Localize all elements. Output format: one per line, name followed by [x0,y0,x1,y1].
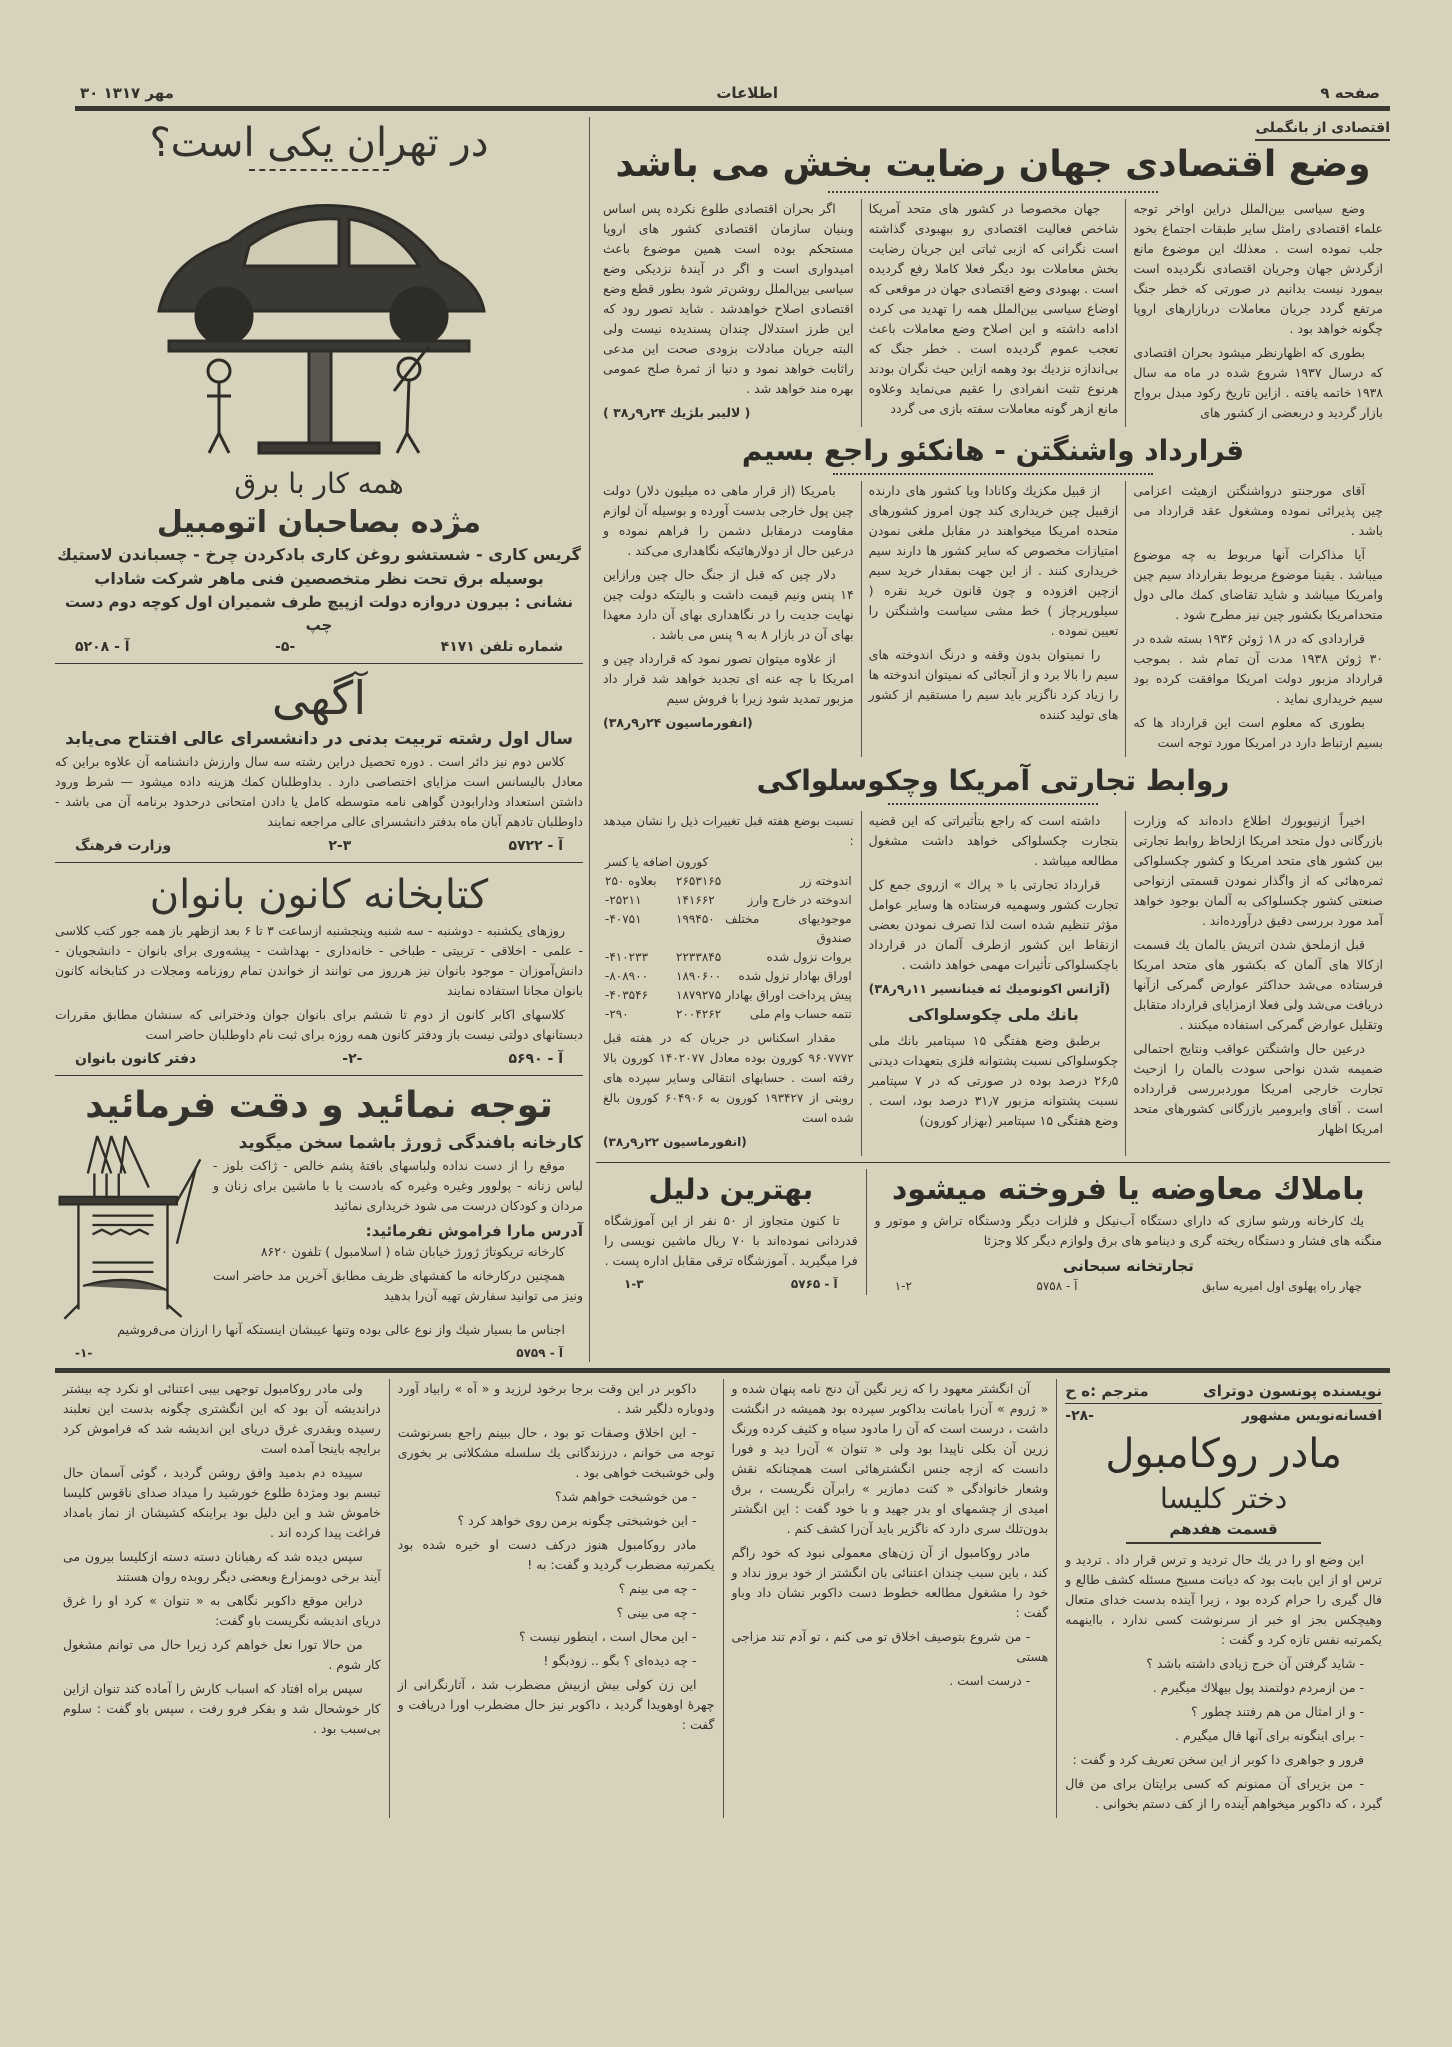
economy-col-3 [596,199,861,427]
cell: ۲۶۵۳۱۶۵ [676,874,722,888]
table-row [603,948,854,967]
knit-footer [55,1344,583,1362]
car-ad-num: -۵- [275,639,296,655]
serial-story [55,1379,1390,1818]
cell: اندوخته در خارج وارز [747,893,852,907]
paragraph: سپس دیده شد که رهبانان دسته دسته ازکلیسا بیرون می آیند برخی دوبمزارع وبعضی دیگر روبده روان هستند [63,1549,381,1584]
serial-col-3 [723,1379,1057,1818]
us-czech-trade-article [596,757,1390,1156]
property-title: باملاك معاوضه یا فروخته میشود [891,1172,1365,1207]
paragraph: را نمیتوان بدون وقفه و درنگ اندوخته های سیم را بالا برد و از آنجائی که نمیتوان اندوخته ها را زیاد کرد ناگزیر باید سیم را مستقیم از کشور های تولید کننده [868,647,1119,722]
washington-source: (انفورماسیون ۲۴ر۹ر۳۸) [603,715,753,730]
paragraph: آقای مورجنتو درواشنگتن ازهیئت اعزامی چین پذیرائی نموده ومشغول عقد قرارداد می باشد . [1133,483,1383,538]
cell: اندوخته زر [800,874,852,888]
property-text: یك کارخانه ورشو سازی که دارای دستگاه آب‌نیکل و فلزات دیگر ودستگاه تراش و موتور و منگنه های فشار و دستگاه ریخته گری و دینامو های برق ولوازم دیگر کلا وجزئا [874,1213,1382,1248]
czech-headline: روابط تجارتی آمریکا وچکوسلواکی [756,764,1230,797]
paragraph: سپیده دم بدمید وافق روشن گردید ، گوئی آسمان حال تبسم بود ومژدهٔ طلوع خورشید را میداد صدای ناقوس کلیسا خاموش شد و این دلیل بود براینکه کشیشان از نماز بامداد فراغت پیدا کرده اند . [63,1465,381,1540]
paragraph: درعین حال واشنگتن عواقب ونتایج احتمالی ضمیمه شدن نواحی سودت بالمان را ازحیث تجارت خارجی امریکا موردبررسی قرارداده است . آقای وایرومیر بازرگانی کشورهای متحد امریکا اظهار [1133,1041,1383,1136]
cell: -۴۰۳۵۴۶ [605,988,649,1002]
school-text: تا کنون متجاوز از ۵۰ نفر از این آموزشگاه قدردانی نموده‌اند با ۷۰ ریال ماشین نویسی را فرا میگیرید . آموزشگاه ترقی مقابل اداره پست . [604,1213,858,1268]
ads-column [55,117,589,1362]
cell: تتمه حساب وام ملی [749,1007,852,1021]
paragraph: مادر روکامبول هنوز درکف دست او خیره شده بود یکمرتبه مضطرب گردید و گفت: به ! [397,1537,715,1572]
economy-article [596,117,1390,427]
car-on-lift-illustration [139,171,499,461]
car-ad-line2: مژده بصاحبان اتومبیل [156,505,482,540]
notice-num: ۲-۳ [328,838,352,854]
paragraph: بطوری که اظهارنظر میشود بحران اقتصادی که درسال ۱۹۳۷ شروع شده در ماه مه سال ۱۹۳۸ خاتمه یافته . ازاین تاریخ رکود مبدل برواج بازار گردید و دربعضی از کشور های [1133,345,1383,420]
paragraph: قبل ازملحق شدن اتریش بالمان یك قسمت ازکالا های آلمان که بکشور های متحد امریکا فرستاده می‌شد حداکثر عوارض گمرکی ازآنها دریافت می‌شد ولی فعلا ازمزایای قرارداد متقابل وتقلیل عوارض گمرکی استفاده میکنند . [1133,937,1383,1032]
paragraph: مادر روکامبول از آن زن‌های معمولی نبود که خود راگم کند ، باین سبب چندان اعتنائی بان انگشتر از خود بروز نداد و خود را مشغول مطالعه خطوط دست داکوبر نشان داد وباو گفت : [731,1545,1049,1620]
notice-signer: وزارت فرهنگ [75,838,172,854]
serial-col-4 [1056,1379,1390,1818]
divider [55,1075,583,1076]
paragraph: داکوبر در این وقت برجا برخود لرزید و « آه » رابیاد آورد ودوباره دلگیر شد . [397,1381,715,1416]
masthead [55,84,1390,102]
headline-ornament [888,803,1098,805]
paragraph: از علاوه میتوان تصور نمود که قرارداد چین و امریکا با چه عنه ای تجدید خواهد شد قرار داد مزبور تمدید شود زیرا با فروش سیم [603,651,854,706]
divider [55,862,583,863]
masthead-rule [75,106,1390,111]
paragraph: دراین موقع داکوبر نگاهی به « تنوان » کرد او را غرق دریای اندیشه نگریست باو گفت: [63,1593,381,1628]
cell: اوراق بهادار نزول شده [738,969,852,983]
cell: ۲۰۰۴۲۶۲ [676,1007,722,1021]
table-header: کورون [676,855,709,869]
notice-footer [55,836,583,856]
knit-last-text: اجناس ما بسیار شیك واز نوع عالی بوده وتنها عیبشان اینستکه آنها را ارزان می‌فروشیم [117,1322,565,1337]
cell: -۴۰۷۵۱ [605,912,642,926]
newspaper-name: اطلاعات [716,84,778,102]
notice-subtitle: سال اول رشته تربیت بدنی در دانشسرای عالی افتتاح می‌یابد [65,729,573,749]
cell: ۲۲۳۳۸۴۵ [676,950,722,964]
paragraph: ولی مادر روکامبول توجهی بیبی اعتنائی او نکرد چه بیشتر دراندیشه آن بود که این انگشتری چگونه بدست این نعلبند رسیده وبقدری غرق دریای این اندیشه شد که فراموش کرد برایچه باینجا آمده است [63,1381,381,1456]
washington-col-3 [596,481,861,757]
washington-headline: قرارداد واشنگتن - هانکئو راجع بسیم [741,434,1245,467]
cell: -۴۱۰۲۳۳ [605,950,649,964]
section-kicker: اقتصادی از بانگملی [1255,120,1390,141]
paragraph: برطبق وضع هفتگی ۱۵ سپتامبر بانك ملی چکوسلواکی نسبت پشتوانه فلزی بتعهدات دیدنی ۲۶٫۵ درصد بوده در صورتی که در ۷ سپتامبر نسبت پشتوانه مزبور ۳۱٫۷ درصد بود، است . وضع هفتگی ۱۵ سپتامبر (بهزار کورون) [868,1033,1119,1128]
table-intro: نسبت بوضع هفته قبل تغییرات ذیل را نشان میدهد : [603,814,854,848]
paragraph: من حالا تورا نعل خواهم کرد زیرا حال می توانم مشغول کار شوم . [63,1637,381,1672]
serial-author: نویسنده پونسون دوترای [1202,1382,1382,1400]
czech-col-2 [861,811,1126,1156]
table-row [603,967,854,986]
cell: بروات نزول شده [766,950,852,964]
property-exchange-ad [866,1169,1390,1295]
section-rule [55,1368,1390,1373]
serial-translator: مترجم :ه ح [1065,1382,1149,1400]
serial-col-2 [389,1379,723,1818]
knitting-factory-ad [55,1082,583,1362]
divider [55,663,583,664]
school-num: ۱-۳ [624,1277,644,1291]
upper-section [55,117,1390,1362]
serial-col-4-text [1065,1550,1382,1814]
paragraph: دلار چین که قبل از جنگ حال چین ورازاین ۱۴ پنس ونیم قیمت داشت و بالیتکه دولت چین نهایت جدیت را در نگاهداری بهای آن دارد معهذا بهای آن در بازار ۸ به ۹ پنس می باشد . [603,567,854,642]
paragraph: - شاید گرفتن آن خرج زیادی داشته باشد ؟ [1146,1656,1364,1671]
czech-bank-subhead: بانك ملی چکوسلواکی [908,1005,1079,1024]
paragraph: - چه می بینم ؟ [618,1581,697,1596]
paragraph: سپس براه افتاد که اسباب کارش را آماده کند تنوان ازاین کار خوشحال شد و بفکر فرو رفت ، سپس باو گفت : سلوم بی‌سبب بود . [63,1681,381,1736]
paragraph: قرارداد تجارتی با « پراك » ازروی جمع کل تجارت کشور وسهمیه فرستاده ها وسایر عوامل مؤثر تنظیم شده است لذا تصرف نمودن بعضی ازنقاط این کشور ازطرف آلمان در قرارداد باچکسلواکی تأثیرات مهمی خواهد داشت . [868,877,1119,972]
table-header [723,853,854,872]
library-body [55,921,583,1045]
library-signer: دفتر کانون بانوان [75,1051,197,1067]
czech-col-1 [1125,811,1390,1156]
serial-author-title: افسانه‌نویس مشهور [1241,1408,1382,1424]
washington-hankow-article [596,427,1390,757]
paragraph: آن انگشتر معهود را که زیر نگین آن دنج نامه پنهان شده و « ژروم » آن‌را بامانت بداکوبر سپرده بود همیشه در انگشت داشت ، درست است که آن را مادود سیاه و کثیف کرده ورنگ زرین آن بکلی ناپیدا بود ولی « تنوان » آن‌را دید و فورا دانست که ازچه جنس انگشترهائی است همچنانکه نقش وشعار خانوادگی « کنت دمازیر » رابرآن نگریست ، برق امیدی از چشمهای او بدر جهید و با خود گفت : این انگشتر بدون‌تلك سری دارد که ناگزیر باید آن‌را کشف کنم . [731,1381,1049,1536]
school-title: بهترین دلیل [648,1173,814,1206]
school-body [604,1211,858,1271]
paragraph: - چه دیده‌ای ؟ بگو .. زودبگو ! [543,1653,697,1668]
table-row [603,1005,854,1024]
economy-headline: وضع اقتصادی جهان رضایت بخش می باشد [615,144,1371,185]
paragraph: - چه می بینی ؟ [616,1605,697,1620]
property-num: ۱-۲ [894,1279,912,1293]
library-text-1: روزهای یکشنبه - دوشنبه - سه شنبه وپنجشنبه ازساعت ۳ تا ۶ بعد ازظهر باز همه جور کتب کلاسی - علمی - اخلاقی - تربیتی - طباخی - خانه‌داری - بهداشت - پیشه‌وری برای بانوان - دانشجویان - دانش‌آموزان - موجود بانوان نیز هرروز می توانند از خواندن تمام روزنامه ومجلات در کتابخانه کانون بانوان مجانا استفاده نمایند [55,923,583,998]
serial-title: مادر روکامبول [1105,1431,1342,1477]
ads-row [596,1162,1390,1295]
property-footer [875,1277,1382,1295]
headline-ornament [833,473,1153,475]
cell: ۱۸۷۹۲۷۵ [676,988,722,1002]
table-row [603,986,854,1005]
pe-college-notice-ad [55,670,583,869]
car-ad-services: گریس کاری - شستشو روغن کاری بادکردن چرخ - چسباندن لاستیك [57,545,581,564]
paragraph: اخیراً ازنیویورك اطلاع داده‌اند که وزارت بازرگانی دول متحد امریکا ازلحاظ روابط تجارتی بین کشور های متحد امریکا و کشور چکسلواکی ثمره‌هائی که از واگذار نمودن قسمتی ازنواحی صنعتی کشور چکسلواکی به آلمان بوجود خواهد آمد مورد بررسی دقیق درآورده‌اند . [1133,813,1383,928]
paragraph: قراردادی که در ۱۸ ژوئن ۱۹۳۶ بسته شده در ۳۰ ژوئن ۱۹۳۸ مدت آن تمام شد . بموجب قرارداد مزبور دولت امریکا موافقت کرده بود سیم خریداری نماید . [1133,631,1384,706]
library-title: کتابخانه کانون بانوان [149,872,489,918]
washington-col-1 [1125,481,1390,757]
paragraph: - من خوشبخت خواهم شد؟ [554,1489,697,1504]
news-area [589,117,1390,1362]
serial-subtitle: دختر کلیسا [1160,1482,1288,1515]
property-signer: تجارتخانه سبحانی [1062,1257,1194,1275]
paragraph: - من ازمردم دولتمند پول بیهلاك میگیرم . [1152,1680,1364,1695]
knit-extra: همچنین درکارخانه ما کفشهای ظریف مطابق آخرین مد حاضر است ونیز می توانید سفارش تهیه آن‌را بدهید [213,1268,583,1303]
school-footer [604,1275,858,1293]
divider [1126,1542,1321,1544]
car-ad-line1: همه کار با برق [234,467,404,500]
paragraph: وضع سیاسی بین‌الملل دراین اواخر توجه علماء اقتصادی رامثل سایر طبقات اجتماع بخود جلب نموده است . معذلك این موضوع مانع ازگردش جهان وجریان اقتصادی نگردیده است بیمورد نیست بدانیم در صورتی که خطر جنگ مرتفع گردد جریان معاملات دربازارهای اروپا چگونه خواهد بود . [1133,201,1383,336]
paragraph: فرور و جواهری دا کوبر از این سخن تعریف کرد و گفت : [1072,1752,1364,1767]
paragraph: این زن کولی بیش ازبیش مضطرب شد ، آثارنگرانی از چهرهٔ اوهویدا گردید ، داکوبر نیز حال مضطرب اورا دریافت و گفت : [397,1677,715,1732]
car-ad-code: آ - ۵۲۰۸ [75,639,130,655]
czech-col-3 [596,811,861,1156]
paragraph: این وضع او را در یك حال تردید و ترس قرار داد . تردید و ترس او از این بابت بود که دیانت مسیح مسئله کشف طالع و فال گیری را حرام کرده بود ، زیرا آینده بدست خدای متعال وهیچکس بجز او خبر از سرنوشت کسی ندارد ، بااینهمه یکمرتبه نفس تازه کرد و گفت : [1065,1552,1382,1647]
knit-lead: کارخانه بافندگی ژورژ باشما سخن میگوید [238,1133,583,1153]
knitting-machine-illustration [55,1130,205,1320]
car-ad-footer [55,637,583,657]
cell: پیش پرداخت اوراق بهادار [725,988,852,1002]
economy-col-2 [861,199,1126,427]
economy-source: ( لالیبر بلژیك ۲۴ر۹ر۳۸ ) [603,405,751,420]
washington-col-2 [861,481,1126,757]
cell: ۱۹۹۴۵۰ [676,912,715,926]
paragraph: آیا مذاکرات آنها مربوط به چه موضوع میباشد . یقینا موضوع مربوط بقرارداد سیم چین وامریکا میباشد و شاید تقاضای کمك مالی دول متحدامریکا بکشور چین نیز مطرح شود . [1133,547,1383,622]
page-number: صفحه ۹ [1320,84,1380,102]
notice-title: آگهی [271,671,367,725]
paragraph: - من شروع بتوصیف اخلاق تو می کنم ، تو آدم تند مزاجی هستی [731,1629,1049,1664]
knit-num: -۱- [75,1346,93,1360]
knit-last-line [55,1320,583,1340]
knit-address-lead: آدرس مارا فراموش نفرمائید: [365,1222,583,1240]
property-code: آ - ۵۷۵۸ [1036,1279,1078,1293]
paragraph: بطوری که معلوم است این قرارداد ها که بسیم ارتباط دارد در امریکا مورد توجه است [1133,715,1383,750]
library-text-2: کلاسهای اکابر کانون از دوم تا ششم برای بانوان جوان ودخترانی که سنشان مطابق مقررات دبستانهای دولتی نیست باز ودفتر کانون همه روزه برای ثبت نام داوطلبان حاضر است [55,1007,583,1042]
property-body [875,1211,1382,1251]
car-ad-address: نشانی : بیرون دروازه دولت ازپیچ طرف شمیران اول کوچه دوم دست چپ [64,593,574,634]
economy-col-1 [1125,199,1390,427]
cell: -۸۰۸۹۰۰ [605,969,649,983]
car-ad-title: در تهران یکی است؟ [149,120,489,166]
library-footer [55,1049,583,1069]
issue-date: ۳۰ مهر ۱۳۱۷ [80,84,174,102]
notice-text: کلاس دوم نیز دائر است . دوره تحصیل دراین رشته سه سال وارزش دانشنامه آن علاوه براین که معادل بالیسانس است مزایای اختصاصی دارد . بداوطلبان کمك هزینه داده میشود — شرط ورود داشتن استعداد ودارابودن گواهی نامه متوسطه کامل یا دادن امتحانی درحدود برنامه آن می باشد - داوطلبان تادهم آبان ماه بدفتر دانشسرای عالی مراجعه نمایند [55,754,583,829]
car-service-ad [55,117,583,670]
cell: ۱۴۱۶۶۲ [676,893,715,907]
paragraph: - این محال است ، اینطور نیست ؟ [519,1629,697,1644]
table-row [603,891,854,910]
library-num: -۲- [342,1051,363,1067]
paragraph: داشته است که راجع بتأثیراتی که این قضیه بتجارت چکسلواکی خواهد داشت مشغول مطالعه میباشد . [868,813,1119,868]
serial-part: قسمت هفدهم [1169,1520,1278,1538]
knit-text: موقع را از دست نداده ولباسهای بافتهٔ پشم خالص - ژاکت بلوز - لباس زنانه - پولوور وغیره وغیره که بادست یا با ماشین برای زنان و مردان و کودکان درست می شود خریداری نمائید [213,1158,583,1213]
czech-source-2: (انفورماسیون ۲۲ر۹ر۳۸) [603,1135,747,1149]
paragraph: بامریکا (از قرار ماهی ده میلیون دلار) دولت چین پول خارجی بدست آورده و بوسیله آن لوازم مقاومت درمقابل دشمن را فراهم نموده و درعین حال از دولارهائیکه نگاهداری می‌کند . [603,483,854,558]
library-code: آ - ۵۶۹۰ [508,1051,563,1067]
paragraph: - درست است . [949,1673,1031,1688]
car-ad-phone: شماره تلفن ۴۱۷۱ [440,639,563,655]
serial-col-1 [55,1379,389,1818]
cell: -۲۵۲۱۱ [605,893,642,907]
cell: -۲۹۰ [605,1007,629,1021]
paragraph: - من بزیرای آن ممنونم که کسی برایتان برای من فال گیرد ، که داکوبر میخواهم آینده را از کف دستم بخوانی . [1065,1776,1382,1811]
property-address: چهار راه پهلوی اول امیریه سابق [1201,1279,1362,1293]
notice-body [55,752,583,832]
paragraph: - و از امثال من هم رفتند چطور ؟ [1190,1704,1364,1719]
typing-school-ad [596,1169,866,1295]
cell: موجودیهای مختلف صندوق [725,912,852,945]
table-header: اضافه یا کسر [605,855,673,869]
newspaper-page [55,0,1390,1828]
paragraph: - این خوشبختی چگونه برمن روی خواهد کرد ؟ [457,1513,697,1528]
cell: ۱۸۹۰۶۰۰ [676,969,722,983]
women-library-ad [55,869,583,1082]
knit-body [213,1130,583,1310]
paragraph: اگر بحران اقتصادی طلوع نکرده پس اساس وبنیان سازمان اقتصادی کشور های اروپا مستحکم بوده است همین موضوع باعث امیدواری است و اگر در آیندهٔ نزدیکی وضع سیاسی بین‌الملل روشن‌تر شود بطور قطع وضع اقتصادی اصلاح خواهدشد . شاید تصور رود که این طرز استدلال چندان پسندیده نیست ولی البته جریان مبادلات بزودی صحت این مدعی راثابت خواهد نمود و دنیا از ثمرهٔ صلح عمومی بهره مند خواهد شد . [603,201,854,396]
knit-address: کارخانه تریکوتاژ ژورژ خیابان شاه ( اسلامبول ) تلفون ۸۶۲۰ [260,1244,565,1259]
paragraph: از قبیل مکزیك وکانادا ویا کشور های دارنده ازقبیل چین خریداری کند چون امروز کشورهای متحده امریکا میخواهند در مقابل ملغی نمودن امتیازات مخصوص که سایر کشور ها دارند سیم خریداری کنند . از این جهت بمقدار خرید سیم ازچین افزوده و چون قانون خرید نقره ( سیلورپرچاز ) خط مشی سیاست واشنگتن را تعیین نموده . [868,483,1119,638]
cell: بعلاوه ۲۵۰ [605,874,657,888]
paragraph: مقدار اسکناس در جریان که در هفته قبل ۹۶۰۷۷۷۲ کورون بوده معادل ۱۴۰۲۰۷۷ کورون بالا رفته است . حسابهای انتقالی وسایر سپرده های روبتی از ۱۹۳۴۲۷ کورون به ۶۰۴۹۰۶ کورون بالغ شده است [603,1031,854,1125]
paragraph: - این اخلاق وصفات تو بود ، حال ببینم راجع بسرنوشت توجه می خوانم ، درزندگانی یك سلسله مشکلاتی بر بخوری ولی خوشبخت خواهی بود . [397,1425,715,1480]
notice-code: آ - ۵۷۲۲ [508,838,563,854]
paragraph: - برای اینگونه برای آنها فال میگیرم . [1175,1728,1364,1743]
headline-ornament [828,191,1158,193]
czech-source: (آژانس اکونومیك ئه فینانسیر ۱۱ر۹ر۳۸) [868,981,1111,996]
bank-balance-table [603,853,854,1024]
knit-code: آ - ۵۷۵۹ [516,1346,563,1360]
paragraph: جهان مخصوصا در کشور های متحد آمریکا شاخص فعالیت اقتصادی رو ببهبودی گذاشته است نگرانی که ازبی ثباتی این جریان رضایت بخش معاملات بود دیگر فعلا کاملا رفع گردیده است . بهبودی وضع اقتصادی جهان در موقعی که اوضاع سیاسی بین‌الملل همه را تهدید می کرده ادامه داشته و این اصلاح وضع معاملات باعث تعجب عموم گردیده است . خطر جنگ که بی‌اندازه نزدیك بود وهمه ازاین حیث نگران بودند هرنوع تثبت انفرادی را عقیم می‌نماید وعلاوه مانع ازهر گونه معاملات سفته بازی می گردد [868,201,1119,416]
table-header-row [603,853,854,872]
knit-title: توجه نمائید و دقت فرمائید [85,1085,553,1126]
school-code: آ - ۵۷۶۵ [790,1277,838,1291]
car-ad-by: بوسیله برق تحت نظر متخصصین فنی ماهر شرکت شاداب [94,569,544,588]
serial-episode-number: -۲۸- [1065,1408,1094,1424]
table-row [603,872,854,891]
table-row [603,910,854,948]
